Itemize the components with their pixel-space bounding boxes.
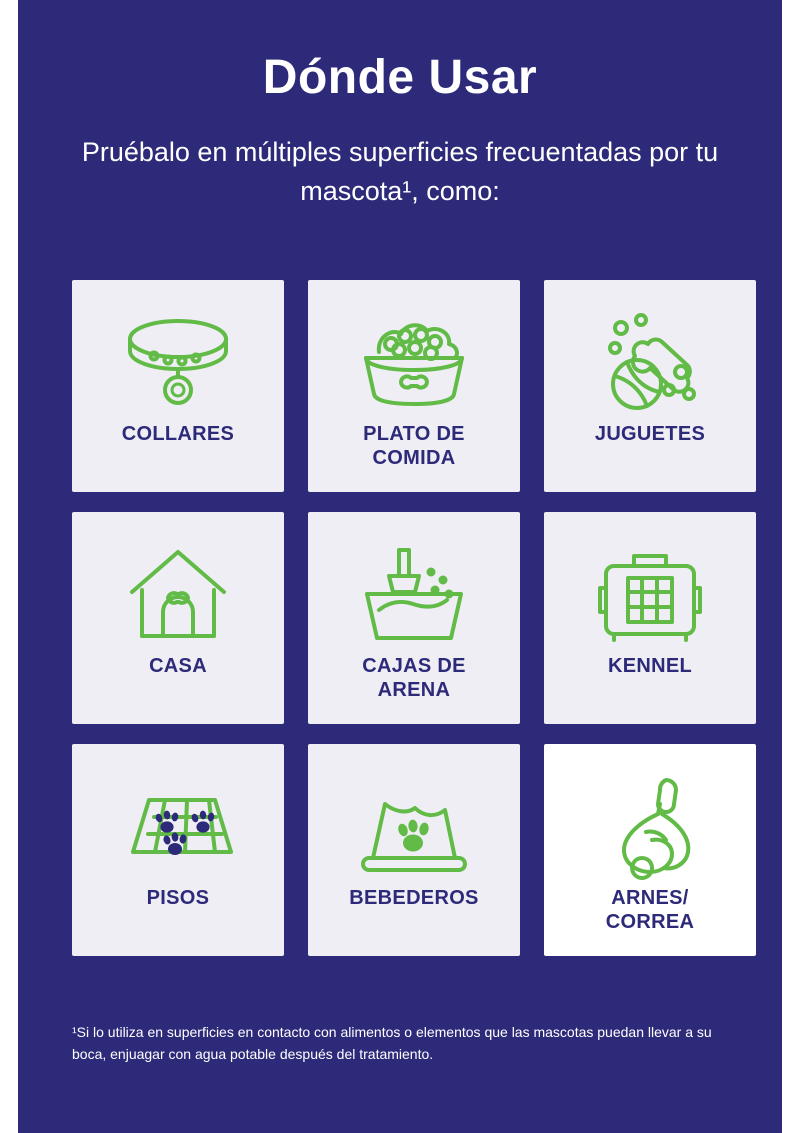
- dog-house-icon: [108, 538, 248, 648]
- surface-tile-label: PLATO DE COMIDA: [363, 423, 465, 469]
- poster: [18, 0, 782, 1133]
- surface-tile-arnes-correa[interactable]: [544, 744, 756, 956]
- surface-tile-plato-de-comida[interactable]: [308, 280, 520, 492]
- surface-tile-label: CAJAS DE ARENA: [362, 655, 466, 701]
- corner-crop-mark: [22, 8, 38, 24]
- footnote: ¹Si lo utiliza en superficies en contacto con alimentos o elementos que las mascotas puedan llevar a su boca, enjuagar con agua potable después del tratamiento.: [72, 1024, 712, 1062]
- page-title: Dónde Usar: [262, 51, 538, 104]
- surface-tile-pisos[interactable]: [72, 744, 284, 956]
- litter-box-icon: [339, 538, 489, 648]
- surface-tile-label: ARNES/ CORREA: [605, 887, 695, 933]
- leash-harness-icon: [580, 770, 720, 880]
- surface-tile-label: PISOS: [146, 887, 210, 909]
- surface-tile-label: CASA: [149, 655, 207, 677]
- surface-tile-cajas-de-arena[interactable]: [308, 512, 520, 724]
- surface-tile-label: COLLARES: [121, 423, 235, 445]
- food-bowl-icon: [339, 306, 489, 416]
- surface-tile-label: KENNEL: [607, 655, 693, 677]
- surfaces-grid: [72, 280, 776, 956]
- surface-tile-label: JUGUETES: [594, 423, 706, 445]
- surface-tile-label: BEBEDEROS: [349, 887, 479, 909]
- surface-tile-kennel[interactable]: [544, 512, 756, 724]
- surface-tile-bebederos[interactable]: [308, 744, 520, 956]
- surface-tile-collares[interactable]: [72, 280, 284, 492]
- surface-tile-casa[interactable]: [72, 512, 284, 724]
- pet-collar-icon: [108, 306, 248, 416]
- pet-carrier-icon: [580, 538, 720, 648]
- floor-paws-icon: [103, 770, 253, 880]
- surface-tile-juguetes[interactable]: [544, 280, 756, 492]
- page-subtitle: Pruébalo en múltiples superficies frecuentadas por tu mascota¹, como:: [81, 136, 719, 206]
- water-bowl-paw-icon: [339, 770, 489, 880]
- pet-toys-icon: [575, 306, 725, 416]
